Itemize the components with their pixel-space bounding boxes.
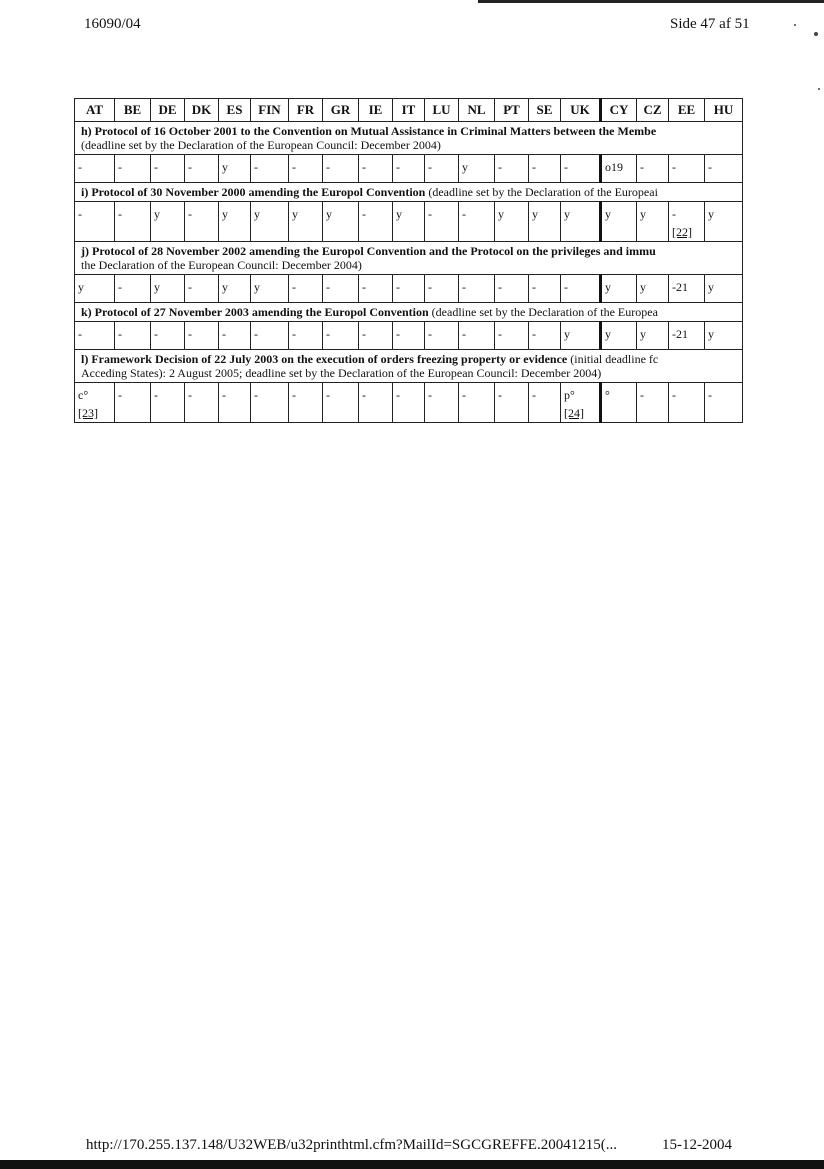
section-title-h <box>75 122 743 155</box>
status-value: - <box>254 388 258 402</box>
bottom-rule <box>0 1160 824 1169</box>
status-value: - <box>498 327 502 341</box>
status-cell-at <box>75 155 115 183</box>
status-cell-it <box>393 275 425 303</box>
status-cell-ee <box>669 155 705 183</box>
status-value: o19 <box>605 160 623 174</box>
section-title-row-h <box>75 122 743 155</box>
status-value: - <box>188 280 192 294</box>
status-value: - <box>428 207 432 221</box>
status-value: - <box>428 327 432 341</box>
status-cell-nl <box>459 383 495 423</box>
status-cell-lu <box>425 383 459 423</box>
status-value: - <box>362 160 366 174</box>
status-cell-hu <box>705 155 743 183</box>
status-value: y <box>640 207 646 221</box>
status-value: - <box>532 327 536 341</box>
status-value: - <box>428 160 432 174</box>
status-value: - <box>188 207 192 221</box>
status-value: - <box>640 388 644 402</box>
status-value: - <box>326 388 330 402</box>
country-code-nl: NL <box>459 99 495 122</box>
status-value: - <box>118 327 122 341</box>
status-value: - <box>154 160 158 174</box>
status-value: - <box>672 388 676 402</box>
status-cell-dk <box>185 322 219 350</box>
status-value: - <box>428 388 432 402</box>
country-code-pt: PT <box>495 99 529 122</box>
status-value: - <box>428 280 432 294</box>
status-cell-fr <box>289 202 323 242</box>
status-value: - <box>532 388 536 402</box>
status-value: y <box>605 327 611 341</box>
status-cell-nl <box>459 275 495 303</box>
status-value: - <box>498 160 502 174</box>
status-cell-cy <box>601 322 637 350</box>
status-value: - <box>462 280 466 294</box>
country-code-be: BE <box>115 99 151 122</box>
status-cell-be <box>115 383 151 423</box>
status-cell-uk <box>561 383 601 423</box>
status-cell-uk <box>561 275 601 303</box>
section-title-row-k <box>75 303 743 322</box>
status-cell-se <box>529 322 561 350</box>
scan-speck <box>818 88 820 90</box>
status-cell-nl <box>459 322 495 350</box>
status-cell-cz <box>637 275 669 303</box>
status-cell-be <box>115 202 151 242</box>
status-value: - <box>188 388 192 402</box>
status-value: - <box>292 160 296 174</box>
status-value: y <box>254 280 260 294</box>
status-cell-de <box>151 202 185 242</box>
status-cell-fin <box>251 202 289 242</box>
status-value: - <box>498 280 502 294</box>
status-value: y <box>254 207 260 221</box>
section-title-line2: Acceding States): 2 August 2005; deadline set by the Declaration of the European Council: December 2004) <box>81 366 602 380</box>
section-title-l <box>75 350 743 383</box>
status-cell-lu <box>425 202 459 242</box>
section-title-row-l <box>75 350 743 383</box>
page-number: Side 47 af 51 <box>670 16 750 32</box>
status-cell-se <box>529 275 561 303</box>
country-code-se: SE <box>529 99 561 122</box>
status-cell-gr <box>323 275 359 303</box>
status-cell-pt <box>495 275 529 303</box>
section-title-bold: k) Protocol of 27 November 2003 amending the Europol Convention <box>81 305 429 319</box>
status-cell-ie <box>359 155 393 183</box>
status-value: y <box>708 280 714 294</box>
status-value: y <box>222 207 228 221</box>
section-title-k <box>75 303 743 322</box>
status-cell-fr <box>289 275 323 303</box>
status-value: - <box>78 327 82 341</box>
status-value: - <box>222 388 226 402</box>
status-cell-it <box>393 322 425 350</box>
status-value: ° <box>605 388 610 402</box>
status-value: y <box>462 160 468 174</box>
status-cell-ee <box>669 275 705 303</box>
status-cell-gr <box>323 155 359 183</box>
status-value: y <box>154 280 160 294</box>
status-value: c° <box>78 388 89 402</box>
section-values-row-j <box>75 275 743 303</box>
status-cell-cy <box>601 383 637 423</box>
status-value: y <box>532 207 538 221</box>
status-value: - <box>188 160 192 174</box>
status-value: - <box>672 160 676 174</box>
footnote-link[interactable]: [22] <box>672 225 692 239</box>
status-value: - <box>564 280 568 294</box>
status-cell-fr <box>289 155 323 183</box>
status-cell-se <box>529 383 561 423</box>
status-value: - <box>396 388 400 402</box>
status-value: - <box>462 207 466 221</box>
status-value: - <box>396 160 400 174</box>
footer-url[interactable]: http://170.255.137.148/U32WEB/u32printhtml.cfm?MailId=SGCGREFFE.20041215(... <box>86 1137 617 1153</box>
status-cell-ie <box>359 202 393 242</box>
status-value: - <box>362 388 366 402</box>
status-value: y <box>154 207 160 221</box>
status-value: - <box>326 160 330 174</box>
country-code-hu: HU <box>705 99 743 122</box>
scan-speck <box>794 24 796 26</box>
country-code-es: ES <box>219 99 251 122</box>
section-title-rest: (initial deadline fc <box>567 352 659 366</box>
status-value: y <box>222 280 228 294</box>
section-values-row-h <box>75 155 743 183</box>
section-title-bold: l) Framework Decision of 22 July 2003 on the execution of orders freezing property or evidence <box>81 352 568 366</box>
status-value: - <box>640 160 644 174</box>
status-cell-pt <box>495 155 529 183</box>
top-rule <box>478 0 824 3</box>
section-title-row-j <box>75 242 743 275</box>
status-cell-cz <box>637 322 669 350</box>
status-value: p° <box>564 388 575 402</box>
country-code-it: IT <box>393 99 425 122</box>
country-code-uk: UK <box>561 99 601 122</box>
status-value: y <box>498 207 504 221</box>
section-title-row-i <box>75 183 743 202</box>
status-cell-es <box>219 202 251 242</box>
status-value: - <box>222 327 226 341</box>
status-cell-gr <box>323 383 359 423</box>
status-value: -21 <box>672 280 688 294</box>
status-cell-ee <box>669 383 705 423</box>
status-cell-lu <box>425 275 459 303</box>
status-value: - <box>708 388 712 402</box>
status-cell-de <box>151 155 185 183</box>
country-code-fin: FIN <box>251 99 289 122</box>
country-codes-row <box>75 99 743 122</box>
section-values-row-l <box>75 383 743 423</box>
country-code-ie: IE <box>359 99 393 122</box>
status-value: y <box>292 207 298 221</box>
status-value: y <box>326 207 332 221</box>
status-cell-uk <box>561 202 601 242</box>
status-cell-ee <box>669 202 705 242</box>
status-cell-dk <box>185 155 219 183</box>
status-cell-ee <box>669 322 705 350</box>
status-cell-fin <box>251 383 289 423</box>
status-cell-it <box>393 383 425 423</box>
country-code-cy: CY <box>601 99 637 122</box>
status-cell-cz <box>637 202 669 242</box>
section-values-row-i <box>75 202 743 242</box>
status-value: - <box>78 207 82 221</box>
footnote-link[interactable]: [23] <box>78 406 98 420</box>
status-value: y <box>605 207 611 221</box>
country-code-ee: EE <box>669 99 705 122</box>
country-code-lu: LU <box>425 99 459 122</box>
status-value: - <box>254 160 258 174</box>
status-cell-be <box>115 275 151 303</box>
status-value: - <box>564 160 568 174</box>
section-title-bold: j) Protocol of 28 November 2002 amending the Europol Convention and the Protocol on the privileges and immu <box>81 244 656 258</box>
status-cell-lu <box>425 322 459 350</box>
country-code-cz: CZ <box>637 99 669 122</box>
status-value: - <box>292 388 296 402</box>
status-cell-es <box>219 322 251 350</box>
scan-speck <box>814 32 818 36</box>
status-cell-cz <box>637 383 669 423</box>
status-value: - <box>362 280 366 294</box>
status-cell-ie <box>359 275 393 303</box>
status-cell-cy <box>601 155 637 183</box>
status-cell-ie <box>359 322 393 350</box>
section-values-row-k <box>75 322 743 350</box>
status-cell-uk <box>561 155 601 183</box>
country-code-gr: GR <box>323 99 359 122</box>
section-title-rest: (deadline set by the Declaration of the Europeai <box>425 185 658 199</box>
status-cell-cy <box>601 202 637 242</box>
section-title-bold: h) Protocol of 16 October 2001 to the Convention on Mutual Assistance in Criminal Matters between the Membe <box>81 124 657 138</box>
status-value: - <box>118 388 122 402</box>
status-cell-dk <box>185 202 219 242</box>
status-value: -21 <box>672 327 688 341</box>
status-value: y <box>708 327 714 341</box>
status-cell-be <box>115 155 151 183</box>
status-cell-at <box>75 322 115 350</box>
status-cell-fr <box>289 383 323 423</box>
status-cell-gr <box>323 202 359 242</box>
country-code-fr: FR <box>289 99 323 122</box>
status-cell-at <box>75 383 115 423</box>
status-value: - <box>362 207 366 221</box>
status-cell-fin <box>251 322 289 350</box>
footer-date: 15-12-2004 <box>662 1137 732 1153</box>
status-cell-it <box>393 202 425 242</box>
status-value: - <box>462 388 466 402</box>
status-value: - <box>154 388 158 402</box>
status-cell-fr <box>289 322 323 350</box>
status-cell-es <box>219 155 251 183</box>
status-cell-uk <box>561 322 601 350</box>
status-cell-hu <box>705 322 743 350</box>
status-value: - <box>396 327 400 341</box>
status-value: - <box>462 327 466 341</box>
status-cell-at <box>75 275 115 303</box>
status-cell-pt <box>495 383 529 423</box>
status-value: y <box>396 207 402 221</box>
status-value: - <box>532 160 536 174</box>
section-title-line2: the Declaration of the European Council: December 2004) <box>81 258 362 272</box>
status-value: y <box>222 160 228 174</box>
status-value: - <box>188 327 192 341</box>
section-title-i <box>75 183 743 202</box>
status-cell-it <box>393 155 425 183</box>
status-cell-dk <box>185 275 219 303</box>
status-value: y <box>564 207 570 221</box>
status-value: - <box>326 280 330 294</box>
status-value: - <box>396 280 400 294</box>
ratification-table <box>74 98 743 423</box>
status-value: y <box>708 207 714 221</box>
document-reference: 16090/04 <box>84 16 141 32</box>
status-value: - <box>498 388 502 402</box>
status-cell-lu <box>425 155 459 183</box>
status-cell-de <box>151 322 185 350</box>
status-value: y <box>564 327 570 341</box>
section-title-bold: i) Protocol of 30 November 2000 amending the Europol Convention <box>81 185 426 199</box>
status-cell-cy <box>601 275 637 303</box>
country-code-at: AT <box>75 99 115 122</box>
status-value: y <box>640 280 646 294</box>
footnote-link[interactable]: [24] <box>564 406 584 420</box>
country-code-de: DE <box>151 99 185 122</box>
section-title-j <box>75 242 743 275</box>
status-value: - <box>292 327 296 341</box>
status-cell-gr <box>323 322 359 350</box>
status-cell-es <box>219 383 251 423</box>
status-cell-cz <box>637 155 669 183</box>
status-cell-fin <box>251 155 289 183</box>
status-cell-se <box>529 202 561 242</box>
status-cell-hu <box>705 275 743 303</box>
status-cell-hu <box>705 383 743 423</box>
status-value: - <box>118 207 122 221</box>
status-value: - <box>292 280 296 294</box>
status-cell-pt <box>495 202 529 242</box>
ratification-table-wrapper <box>74 98 750 430</box>
status-value: - <box>708 160 712 174</box>
status-value: - <box>154 327 158 341</box>
status-cell-at <box>75 202 115 242</box>
status-cell-nl <box>459 202 495 242</box>
status-value: - <box>78 160 82 174</box>
status-value: y <box>640 327 646 341</box>
status-cell-fin <box>251 275 289 303</box>
status-cell-nl <box>459 155 495 183</box>
status-cell-se <box>529 155 561 183</box>
section-title-rest: (deadline set by the Declaration of the Europea <box>428 305 658 319</box>
status-cell-pt <box>495 322 529 350</box>
status-cell-de <box>151 383 185 423</box>
status-cell-ie <box>359 383 393 423</box>
status-cell-be <box>115 322 151 350</box>
status-value: - <box>532 280 536 294</box>
status-value: - <box>118 280 122 294</box>
country-code-dk: DK <box>185 99 219 122</box>
status-value: - <box>672 207 676 221</box>
status-value: - <box>254 327 258 341</box>
status-value: y <box>605 280 611 294</box>
status-cell-es <box>219 275 251 303</box>
status-cell-de <box>151 275 185 303</box>
status-value: - <box>362 327 366 341</box>
status-cell-hu <box>705 202 743 242</box>
status-value: - <box>326 327 330 341</box>
status-value: y <box>78 280 84 294</box>
status-value: - <box>118 160 122 174</box>
status-cell-dk <box>185 383 219 423</box>
section-title-line2: (deadline set by the Declaration of the European Council: December 2004) <box>81 138 441 152</box>
